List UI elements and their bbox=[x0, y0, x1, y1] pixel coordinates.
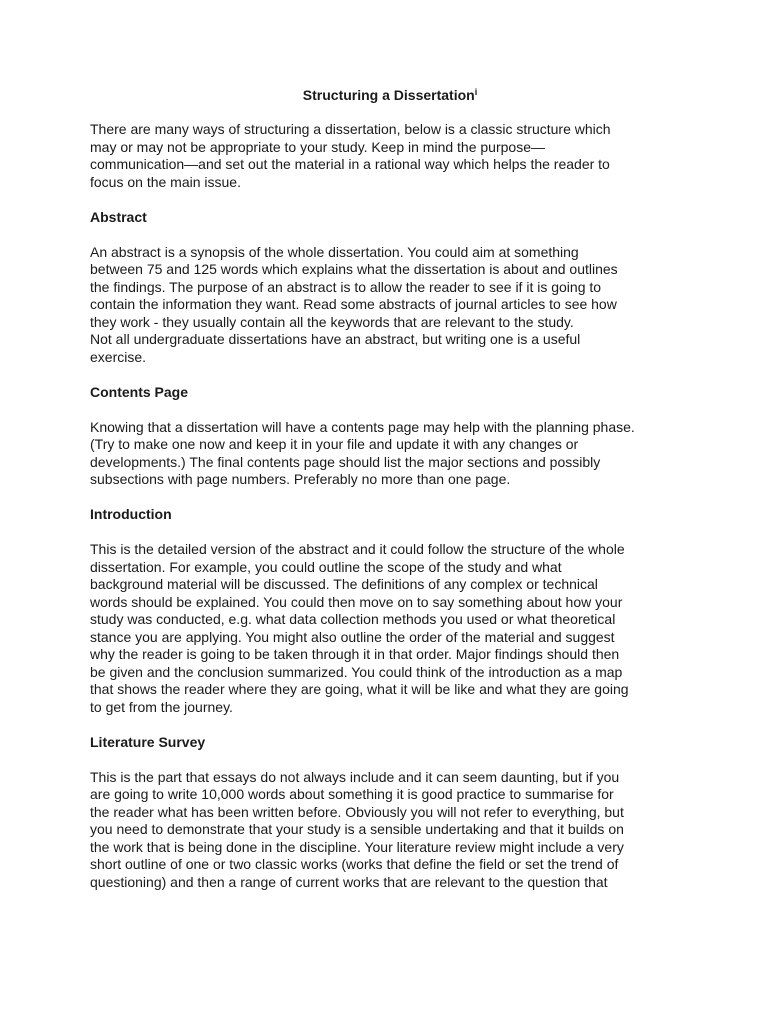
paragraph-line: may or may not be appropriate to your study. Keep in mind the purpose— bbox=[90, 138, 545, 155]
paragraph-line: focus on the main issue. bbox=[90, 173, 241, 190]
paragraph-line: Not all undergraduate dissertations have an abstract, but writing one is a useful bbox=[90, 331, 581, 347]
paragraph-line: This is the detailed version of the abstract and it could follow the structure of the whole bbox=[90, 541, 625, 557]
document-title bbox=[90, 86, 690, 104]
section-heading-introduction: Introduction bbox=[90, 506, 172, 522]
paragraph-line: Knowing that a dissertation will have a contents page may help with the planning phase. bbox=[90, 418, 635, 435]
paragraph-line: the work that is being done in the discipline. Your literature review might include a very bbox=[90, 838, 624, 855]
section-heading-contents-page: Contents Page bbox=[90, 383, 189, 400]
paragraph-line: study was conducted, e.g. what data collection methods you used or what theoretical bbox=[90, 611, 616, 627]
paragraph-line: background material will be discussed. The definitions of any complex or technical bbox=[90, 576, 598, 592]
paragraph-line: the reader what has been written before. Obviously you will not refer to everything, but bbox=[90, 803, 624, 820]
paragraph-line: that shows the reader where they are going, what it will be like and what they are going bbox=[90, 681, 629, 697]
paragraph-line: why the reader is going to be taken through it in that order. Major findings should then bbox=[90, 646, 620, 662]
paragraph-line: short outline of one or two classic works (works that define the field or set the trend of bbox=[90, 856, 619, 872]
contents-page-paragraph bbox=[90, 419, 690, 489]
paragraph-line: An abstract is a synopsis of the whole dissertation. You could aim at something bbox=[90, 243, 579, 260]
paragraph-line: contain the information they want. Read some abstracts of journal articles to see how bbox=[90, 296, 617, 312]
paragraph-line: There are many ways of structuring a dissertation, below is a classic structure which bbox=[90, 121, 611, 137]
paragraph-line: be given and the conclusion summarized. You could think of the introduction as a map bbox=[90, 663, 623, 680]
paragraph-line: between 75 and 125 words which explains what the dissertation is about and outlines bbox=[90, 261, 618, 277]
title-footnote-marker: i bbox=[474, 87, 478, 97]
document-page bbox=[90, 86, 690, 909]
paragraph-line: This is the part that essays do not always include and it can seem daunting, but if you bbox=[90, 768, 620, 785]
literature-survey-paragraph bbox=[90, 769, 690, 892]
paragraph-line: to get from the journey. bbox=[90, 698, 233, 715]
document-title-text: Structuring a Dissertation bbox=[302, 87, 475, 103]
paragraph-line: developments.) The final contents page should list the major sections and possibly bbox=[90, 453, 601, 470]
paragraph-line: (Try to make one now and keep it in your file and update it with any changes or bbox=[90, 436, 579, 452]
section-heading-literature-survey: Literature Survey bbox=[90, 733, 206, 750]
paragraph-line: exercise. bbox=[90, 348, 147, 365]
abstract-paragraph bbox=[90, 244, 690, 367]
paragraph-line: the findings. The purpose of an abstract is to allow the reader to see if it is going to bbox=[90, 278, 602, 295]
paragraph-line: words should be explained. You could then move on to say something about how your bbox=[90, 593, 623, 610]
paragraph-line: questioning) and then a range of current works that are relevant to the question that bbox=[90, 873, 608, 890]
paragraph-line: are going to write 10,000 words about something it is good practice to summarise for bbox=[90, 786, 614, 802]
paragraph-line: stance you are applying. You might also outline the order of the material and suggest bbox=[90, 628, 615, 645]
intro-paragraph bbox=[90, 121, 690, 191]
section-heading-abstract: Abstract bbox=[90, 208, 147, 225]
paragraph-line: you need to demonstrate that your study is a sensible undertaking and that it builds on bbox=[90, 821, 624, 837]
paragraph-line: they work - they usually contain all the keywords that are relevant to the study. bbox=[90, 313, 574, 330]
paragraph-line: subsections with page numbers. Preferably no more than one page. bbox=[90, 471, 511, 487]
introduction-paragraph bbox=[90, 541, 690, 716]
paragraph-line: dissertation. For example, you could outline the scope of the study and what bbox=[90, 558, 562, 575]
paragraph-line: communication—and set out the material in a rational way which helps the reader to bbox=[90, 156, 610, 172]
